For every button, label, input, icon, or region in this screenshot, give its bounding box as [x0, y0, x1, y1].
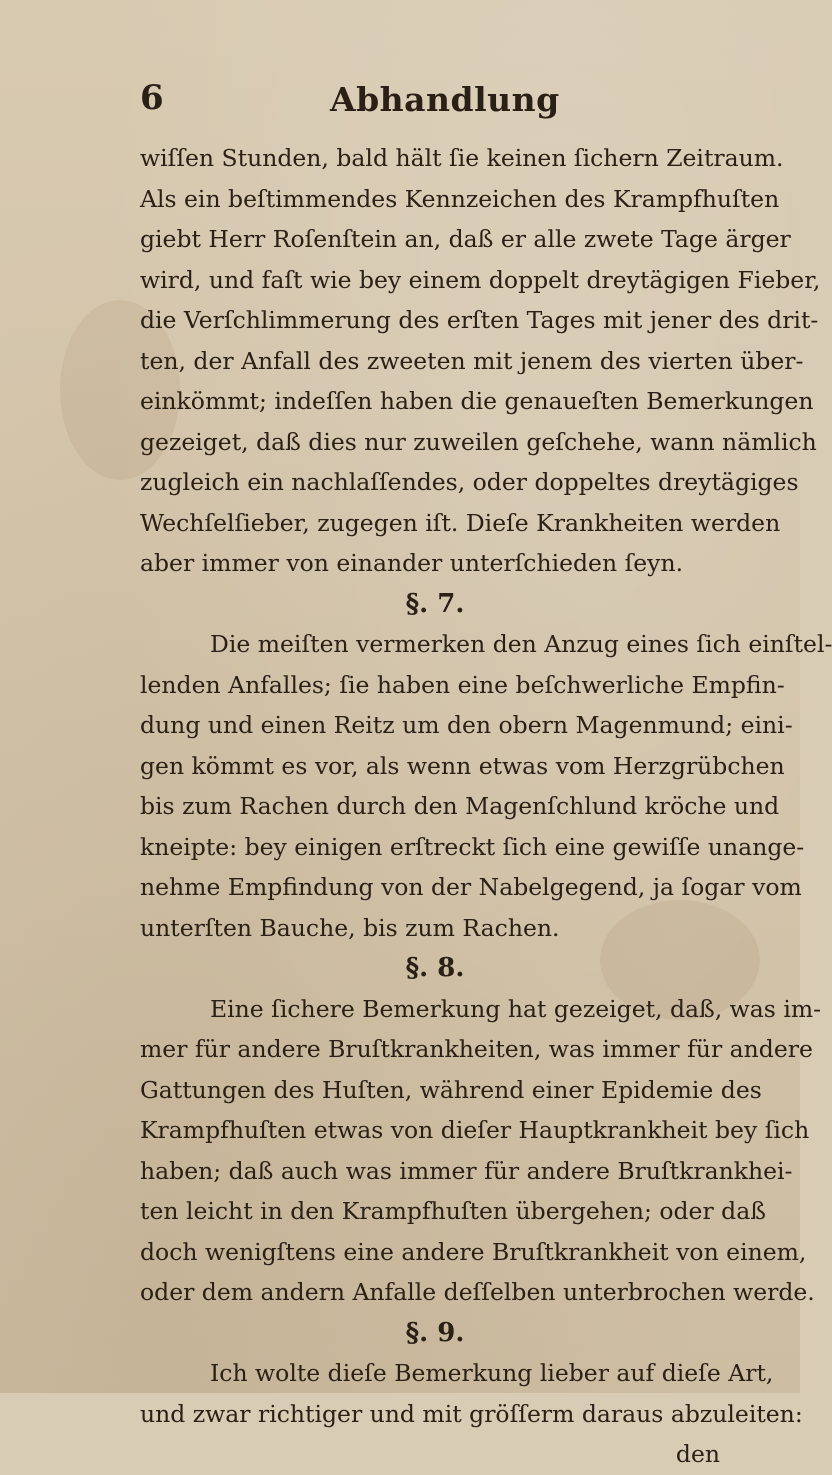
text-line: ten leicht in den Krampfhuſten übergehen; oder daß — [140, 1197, 766, 1225]
text-line: wird, und faſt wie bey einem doppelt dreytägigen Fieber, — [140, 265, 821, 294]
text-line: gen kömmt es vor, als wenn etwas vom Herzgrübchen — [140, 751, 785, 780]
text-line: Krampfhuſten etwas von dieſer Hauptkrankheit bey ſich — [140, 1116, 810, 1144]
text-line: mer für andere Bruſtkrankheiten, was immer für andere — [140, 1035, 813, 1063]
text-line: zugleich ein nachlaſſendes, oder doppeltes dreytägiges — [140, 468, 799, 496]
section-heading: §. 7. — [405, 588, 465, 619]
page-header — [140, 78, 700, 122]
text-line: Ich wolte dieſe Bemerkung lieber auf dieſe Art, — [210, 1359, 774, 1387]
text-line: lenden Anfalles; ſie haben eine beſchwerliche Empfin- — [140, 670, 785, 699]
text-line: aber immer von einander unterſchieden ſeyn. — [140, 549, 684, 577]
catchword: den — [675, 1440, 720, 1468]
text-line: Als ein beſtimmendes Kennzeichen des Krampfhuſten — [140, 184, 780, 213]
text-line: wiſſen Stunden, bald hält ſie keinen ſichern Zeitraum. — [140, 144, 784, 172]
running-head: Abhandlung — [330, 80, 560, 119]
text-line: einkömmt; indeſſen haben die genaueſten Bemerkungen — [140, 387, 814, 415]
text-line: haben; daß auch was immer für andere Bruſtkrankhei- — [140, 1156, 793, 1185]
text-line: ten, der Anfall des zweeten mit jenem des vierten über- — [140, 346, 804, 375]
text-line: Gattungen des Huſten, während einer Epidemie des — [140, 1075, 762, 1104]
text-line: bis zum Rachen durch den Magenſchlund kröche und — [140, 792, 780, 820]
text-line: Die meiſten vermerken den Anzug eines ſich einſtel- — [210, 630, 832, 658]
text-line: nehme Empfindung von der Nabelgegend, ja ſogar vom — [140, 873, 802, 901]
text-line: Wechſelſieber, zugegen iſt. Dieſe Krankheiten werden — [140, 508, 781, 537]
text-line: dung und einen Reitz um den obern Magenmund; eini- — [140, 711, 793, 739]
text-line: giebt Herr Roſenſtein an, daß er alle zwete Tage ärger — [140, 225, 791, 253]
text-line: die Verſchlimmerung des erſten Tages mit jener des drit- — [140, 306, 819, 334]
text-line: gezeiget, daß dies nur zuweilen geſchehe, wann nämlich — [140, 427, 817, 456]
text-line: unterſten Bauche, bis zum Rachen. — [140, 913, 560, 942]
text-line: doch wenigſtens eine andere Bruſtkrankheit von einem, — [140, 1237, 807, 1266]
section-heading: §. 8. — [405, 953, 465, 983]
text-line: Eine ſichere Bemerkung hat gezeiget, daß, was im- — [210, 994, 822, 1023]
page-number: 6 — [140, 78, 164, 118]
text-line: oder dem andern Anfalle deſſelben unterbrochen werde. — [140, 1278, 815, 1306]
text-line: kneipte: bey einigen erſtreckt ſich eine gewiſſe unange- — [140, 832, 805, 861]
text-line: und zwar richtiger und mit gröſſerm daraus abzuleiten: — [140, 1399, 803, 1428]
section-heading: §. 9. — [405, 1317, 465, 1348]
body-text — [140, 138, 832, 1475]
